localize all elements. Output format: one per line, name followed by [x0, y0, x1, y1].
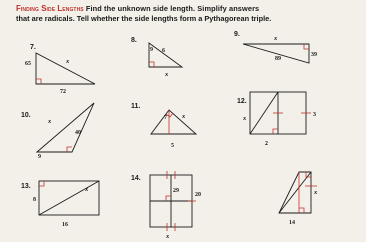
problem-12-label-left: x: [243, 115, 247, 122]
problem-8: [131, 37, 182, 78]
problem-14: [131, 171, 201, 240]
problem-13-label-left: 8: [33, 197, 36, 203]
problem-12-number: 12.: [237, 98, 247, 105]
problem-12-right-angle-mark: [273, 129, 278, 134]
problem-10-triangle: [37, 103, 94, 152]
instructions-line-2: that are radicals. Tell whether the side lengths form a Pythagorean triple.: [16, 14, 272, 23]
problem-13-right-angle-mark: [39, 181, 44, 186]
problem-7-right-angle-mark: [36, 79, 41, 84]
problem-9-label-hyp: 89: [275, 56, 281, 62]
problem-10-label-left: x: [48, 118, 52, 125]
problem-11-label-left: 7: [164, 115, 167, 121]
problem-13-number: 13.: [21, 183, 31, 190]
problem-14-label-top: 29: [173, 188, 179, 194]
problem-12-label-bottom: 2: [265, 141, 268, 147]
problem-11: [131, 103, 196, 149]
problem-11-right-angle-mark: [166, 113, 173, 117]
problem-10-number: 10.: [21, 112, 31, 119]
problem-7-label-hyp: x: [66, 58, 70, 65]
problem-11-number: 11.: [131, 103, 141, 110]
problem-15-label-right: x: [314, 189, 318, 196]
problem-7-label-bottom: 72: [60, 89, 66, 95]
problem-15-right-angle-mark-2: [299, 208, 304, 213]
problem-11-label-right: x: [182, 113, 186, 120]
problem-8-label-bottom: x: [165, 71, 169, 78]
problem-7-number: 7.: [30, 44, 36, 51]
problem-10: [21, 103, 94, 160]
problem-7: [25, 44, 95, 95]
problem-8-right-angle-mark: [149, 62, 154, 67]
problem-9-label-top: x: [274, 35, 278, 42]
problem-13-label-diag: x: [85, 186, 89, 193]
problem-15-diagonal: [279, 172, 311, 213]
problem-14-label-right: 20: [195, 192, 201, 198]
problem-8-label-left: 9: [150, 47, 153, 53]
problem-9-right-angle-mark: [304, 44, 309, 49]
problem-9-label-right: 39: [311, 52, 317, 58]
problem-7-label-left: 65: [25, 61, 31, 67]
problem-10-label-right: 40: [75, 130, 81, 136]
instructions-text-1: Find the unknown side length. Simplify answers: [85, 4, 260, 13]
problem-13-diagonal: [39, 181, 99, 215]
section-title: Finding Side Lengths: [16, 4, 84, 13]
problem-10-label-bottom: 9: [38, 154, 41, 160]
problem-8-number: 8.: [131, 37, 137, 44]
problem-13: [21, 181, 99, 228]
problem-9-number: 9.: [234, 31, 240, 38]
problem-14-right-angle-mark: [166, 196, 171, 201]
problem-9: [234, 31, 317, 63]
problem-13-label-bottom: 16: [62, 222, 68, 228]
problem-15-label-bottom: 14: [289, 220, 295, 226]
problem-12: [237, 92, 316, 147]
problem-11-triangle: [151, 110, 196, 134]
problem-11-label-bottom: 5: [171, 143, 174, 149]
problem-14-number: 14.: [131, 175, 141, 182]
problem-10-right-angle-mark: [67, 147, 72, 152]
problem-14-label-bottom: x: [166, 233, 170, 240]
problem-15: [279, 172, 318, 226]
problem-12-label-right: 3: [313, 112, 316, 118]
problem-8-label-hyp: 6: [162, 48, 165, 54]
